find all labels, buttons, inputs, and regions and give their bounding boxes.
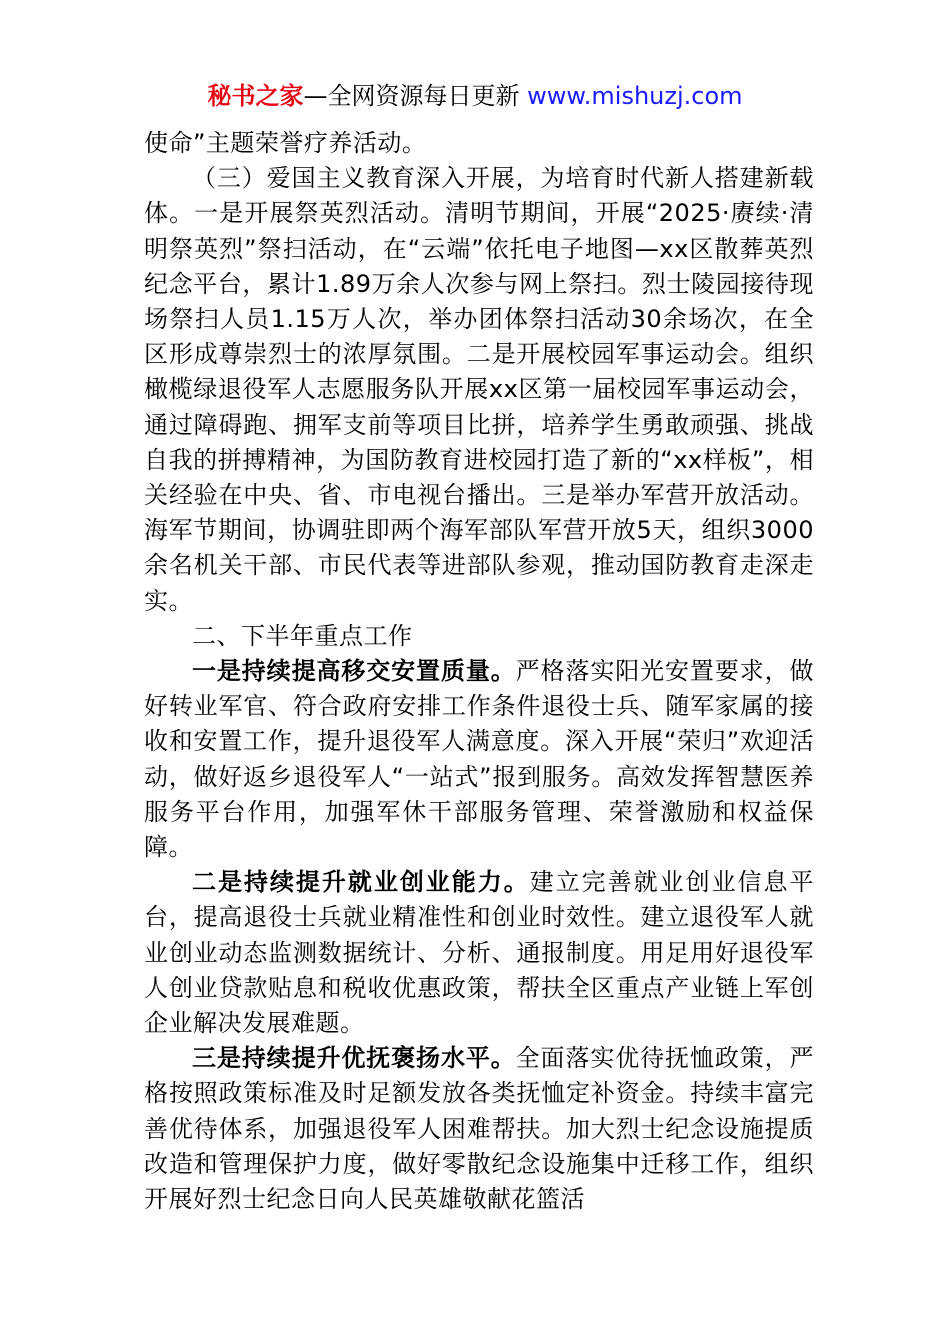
- paragraph-text: 全面落实优待抚恤政策，严格按照政策标准及时足额发放各类抚恤定补资金。持续丰富完善优待体系，加强退役军人困难帮扶。加大烈士纪念设施提质改造和管理保护力度，做好零散纪念设施集中迁移工作，组织开展好烈士纪念日向人民英雄敬献花篮活: [144, 1044, 815, 1214]
- paragraph-lead: 三是持续提升优抚褒扬水平。: [192, 1044, 516, 1073]
- paragraph-continuation: 使命”主题荣誉疗养活动。: [144, 129, 427, 157]
- paragraph-employment: [144, 865, 814, 1041]
- site-brand: 秘书之家: [207, 82, 304, 110]
- site-tagline: —全网资源每日更新: [303, 82, 520, 110]
- paragraph-text: 建立完善就业创业信息平台，提高退役士兵就业精准性和创业时效性。建立退役军人就业创业动态监测数据统计、分析、通报制度。用足用好退役军人创业贷款贴息和税收优惠政策，帮扶全区重点产业链上军创企业解决发展难题。: [144, 868, 815, 1038]
- paragraph-care-commendation: [144, 1041, 814, 1217]
- site-header: [0, 80, 950, 112]
- section-heading: 二、下半年重点工作: [192, 621, 413, 650]
- paragraph-lead: 一是持续提高移交安置质量。: [192, 657, 516, 686]
- paragraph-placement-quality: [144, 654, 814, 865]
- site-url-link[interactable]: www.mishuzj.com: [527, 82, 743, 110]
- paragraph-lead: 二是持续提升就业创业能力。: [192, 868, 530, 897]
- paragraph-text: 严格落实阳光安置要求，做好转业军官、符合政府安排工作条件退役士兵、随军家属的接收和安置工作，提升退役军人满意度。深入开展“荣归”欢迎活动，做好返乡退役军人“一站式”报到服务。高效发挥智慧医养服务平台作用，加强军休干部服务管理、荣誉激励和权益保障。: [144, 657, 815, 862]
- paragraph-patriotic-education: （三）爱国主义教育深入开展，为培育时代新人搭建新载体。一是开展祭英烈活动。清明节期间，开展“2025·赓续·清明祭英烈”祭扫活动，在“云端”依托电子地图—xx区散葬英烈纪念平台，累计1.89万余人次参与网上祭扫。烈士陵园接待现场祭扫人员1.15万人次，举办团体祭扫活动30余场次，在全区形成尊崇烈士的浓厚氛围。二是开展校园军事运动会。组织橄榄绿退役军人志愿服务队开展xx区第一届校园军事运动会，通过障碍跑、拥军支前等项目比拼，培养学生勇敢顽强、挑战自我的拼搏精神，为国防教育进校园打造了新的“xx样板”，相关经验在中央、省、市电视台播出。三是举办军营开放活动。海军节期间，协调驻即两个海军部队军营开放5天，组织3000余名机关干部、市民代表等进部队参观，推动国防教育走深走实。: [144, 164, 814, 615]
- document-body: [144, 126, 814, 1217]
